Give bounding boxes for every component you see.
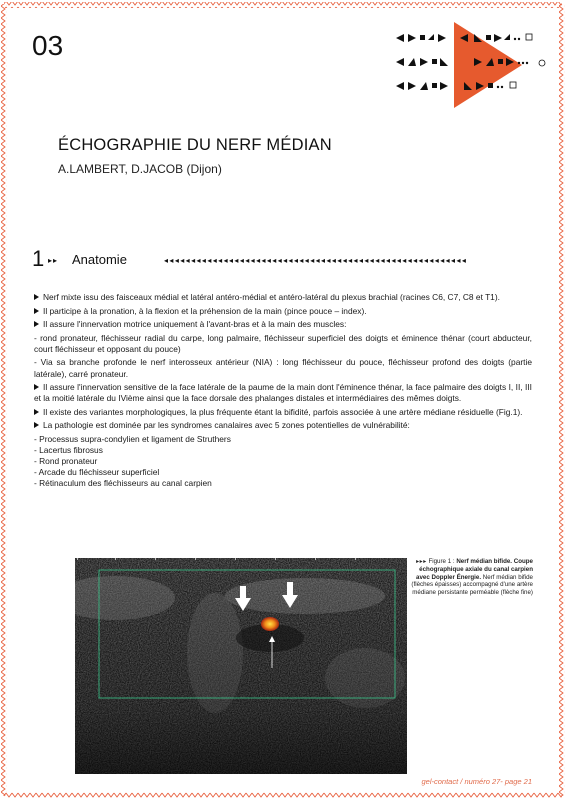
paragraph: La pathologie est dominée par les syndromes canalaires avec 5 zones potentielles de vulnérabilité: (34, 420, 532, 431)
ultrasound-scan-icon (75, 558, 407, 774)
section-arrows-icon: ▸▸ (48, 256, 59, 265)
bullet-triangle-icon (34, 321, 39, 327)
section-trail-icon: ◂◂◂◂◂◂◂◂◂◂◂◂◂◂◂◂◂◂◂◂◂◂◂◂◂◂◂◂◂◂◂◂◂◂◂◂◂◂◂◂◂◂◂◂◂◂◂◂◂◂◂◂◂◂◂◂ (164, 256, 468, 265)
paragraph: Il assure l'innervation motrice uniquement à l'avant-bras et à la main des muscles: (34, 319, 532, 330)
paragraph: Il existe des variantes morphologiques, la plus fréquente étant la bifidité, parfois associée à une artère médiane résiduelle (Fig.1). (34, 407, 532, 418)
body-text (34, 292, 532, 490)
paragraph: - rond pronateur, fléchisseur radial du carpe, long palmaire, fléchisseur superficiel des doigts et éminence thénar (court abducteur, court fléchisseur et opposant du pouce) (34, 332, 532, 354)
caption-bold: Nerf médian bifide. Coupe échographique axiale du canal carpien avec Doppler Énergie. (416, 558, 533, 581)
bullet-triangle-icon (34, 294, 39, 300)
section-label: Anatomie (72, 252, 127, 267)
paragraph: Il participe à la pronation, à la flexion et la préhension de la main (pince pouce – index). (34, 306, 532, 317)
bullet-triangle-icon (34, 422, 39, 428)
caption-label: Figure 1 : (428, 558, 455, 565)
list-item: - Processus supra-condylien et ligament de Struthers (34, 434, 231, 445)
paragraph: Il assure l'innervation sensitive de la face latérale de la paume de la main dont l'éminence thénar, la face palmaire des doigts I, II, III et la moitié latérale du IVième ainsi que la face dorsale des phalanges distales et intermédiaires des mêmes doigts. (34, 382, 532, 404)
caption-arrows-icon: ▸▸▸ (416, 559, 427, 565)
section-number: 1 (32, 246, 45, 271)
bullet-triangle-icon (34, 409, 39, 415)
paragraph: - Via sa branche profonde le nerf interosseux antérieur (NIA) : long fléchisseur du pouce, fléchisseur profond des doigts (partie latérale), carré pronateur. (34, 357, 532, 379)
page-footer: gel-contact / numéro 27- page 21 (421, 777, 532, 786)
bullet-triangle-icon (34, 308, 39, 314)
ultrasound-image (75, 558, 407, 774)
caption-rest: Nerf médian bifide (flèches épaisses) accompagné d'une artère médiane persistante perméable (flèche fine) (411, 573, 533, 596)
article-authors: A.LAMBERT, D.JACOB (Dijon) (58, 162, 222, 176)
bullet-triangle-icon (34, 384, 39, 390)
list-item: - Rétinaculum des fléchisseurs au canal carpien (34, 478, 212, 489)
list-item: - Arcade du fléchisseur superficiel (34, 467, 160, 478)
list-item: - Rond pronateur (34, 456, 98, 467)
page-number: 03 (32, 30, 64, 61)
section-heading (32, 246, 532, 276)
decorative-triangles-icon (394, 20, 554, 110)
figure-caption (411, 558, 533, 596)
article-title: ÉCHOGRAPHIE DU NERF MÉDIAN (58, 136, 332, 154)
paragraph: Nerf mixte issu des faisceaux médial et latéral antéro-médial et antéro-latéral du plexus brachial (racines C6, C7, C8 et T1). (34, 292, 532, 303)
list-item: - Lacertus fibrosus (34, 445, 103, 456)
